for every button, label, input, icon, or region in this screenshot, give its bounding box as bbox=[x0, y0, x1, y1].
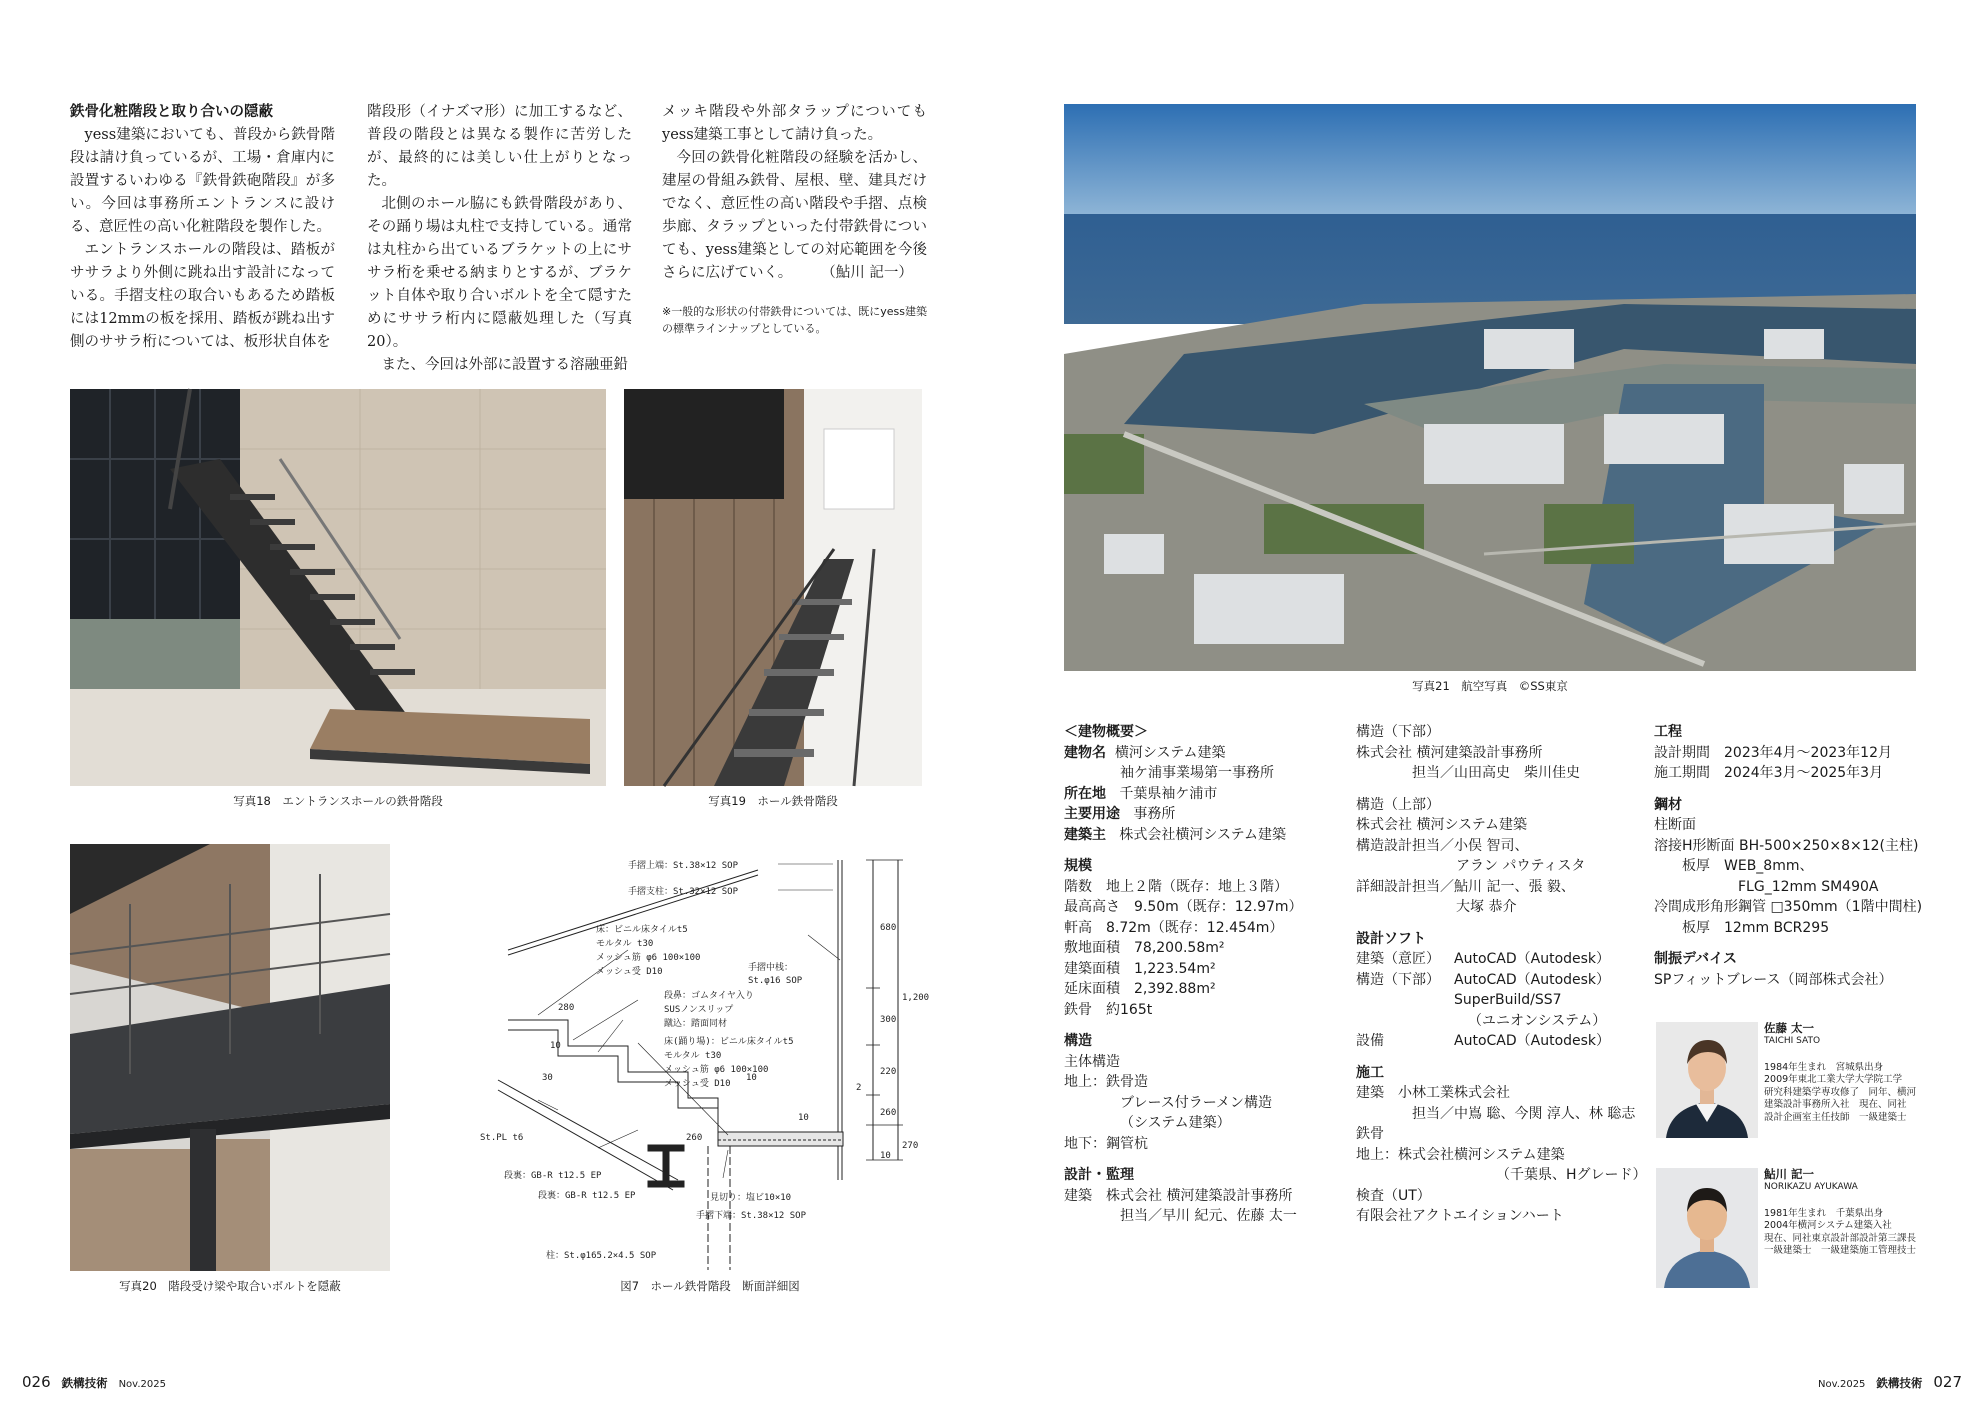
photo-20-hidden-beams bbox=[70, 844, 390, 1271]
spec-value: 建築 小林工業株式会社 bbox=[1356, 1085, 1510, 1101]
spec-value: 株式会社 横河システム建築 bbox=[1356, 817, 1528, 833]
profile-name: 鮎川 記一 bbox=[1764, 1167, 1815, 1181]
profile-line: 現在、同社東京設計部設計第三課長 bbox=[1764, 1232, 1917, 1244]
profile-name: 佐藤 太一 bbox=[1764, 1021, 1815, 1035]
drawing-label: 床：ビニル床タイルt5 bbox=[596, 925, 688, 935]
spec-value: SuperBuild/SS7 bbox=[1454, 992, 1562, 1008]
caption-photo-20: 写真20 階段受け梁や取合いボルトを隠蔽 bbox=[119, 1279, 341, 1293]
spec-value: 軒高 8.72m（既存：12.454m） bbox=[1064, 919, 1284, 936]
spec-value: SPフィットブレース（岡部株式会社） bbox=[1654, 971, 1893, 988]
spec-value: 千葉県袖ケ浦市 bbox=[1119, 785, 1218, 802]
article-column-3 bbox=[662, 101, 927, 337]
spec-label: 設備 bbox=[1356, 1033, 1384, 1049]
spec-value: 鉄骨 約165t bbox=[1064, 1001, 1153, 1018]
spec-heading: 設計・監理 bbox=[1064, 1167, 1134, 1183]
spec-value: 最高高さ 9.50m（既存：12.97m） bbox=[1064, 899, 1303, 915]
spec-label: 構造（下部） bbox=[1356, 971, 1440, 988]
caption-photo-18: 写真18 エントランスホールの鉄骨階段 bbox=[233, 794, 443, 808]
spec-value: 詳細設計担当／鮎川 記一、張 毅、 bbox=[1356, 878, 1575, 895]
dimension-label: 280 bbox=[558, 1003, 575, 1013]
spec-value: 冷間成形角形鋼管 □350mm（1階中間柱) bbox=[1654, 899, 1923, 915]
spec-heading: 施工 bbox=[1356, 1064, 1384, 1081]
drawing-label: 柱：St.φ165.2×4.5 SOP bbox=[546, 1251, 657, 1261]
caption-figure-7: 図7 ホール鉄骨階段 断面詳細図 bbox=[620, 1279, 800, 1293]
spec-value: 地上：鉄骨造 bbox=[1064, 1074, 1148, 1090]
spec-label: 建物名 bbox=[1064, 744, 1106, 761]
footer-left bbox=[22, 1373, 166, 1391]
drawing-label: 段裏：GB-R t12.5 EP bbox=[504, 1171, 602, 1181]
spec-value: 溶接H形断面 BH-500×250×8×12(主柱) bbox=[1654, 837, 1919, 854]
spec-value: AutoCAD（Autodesk） bbox=[1454, 1033, 1611, 1049]
drawing-label: メッシュ筋 φ6 100×100 bbox=[596, 953, 701, 963]
building-overview-column-3 bbox=[1654, 722, 1924, 990]
spec-value: （千葉県、Hグレード） bbox=[1496, 1167, 1647, 1183]
spec-value: 地上：株式会社横河システム建築 bbox=[1356, 1146, 1565, 1163]
drawing-label: St.PL t6 bbox=[480, 1133, 524, 1143]
drawing-label: 段裏：GB-R t12.5 EP bbox=[538, 1191, 636, 1201]
dimension-label: 10 bbox=[798, 1113, 809, 1123]
spec-value: FLG_12mm SM490A bbox=[1738, 878, 1879, 895]
article-note: ※一般的な形状の付帯鉄骨については、既にyess建築の標準ラインナップとしている。 bbox=[662, 305, 927, 335]
spec-value: 板厚 12mm BCR295 bbox=[1682, 919, 1830, 936]
spec-value: 大塚 恭介 bbox=[1456, 899, 1517, 915]
spec-value: 担当／山田高史 柴川佳史 bbox=[1412, 765, 1580, 781]
page-number: 026 bbox=[22, 1373, 51, 1391]
spec-value: AutoCAD（Autodesk） bbox=[1454, 951, 1611, 967]
article-paragraph: 階段形（イナズマ形）に加工するなど、普段の階段とは異なる製作に苦労したが、最終的には美しい仕上がりとなった。 bbox=[367, 104, 632, 189]
spec-value: 延床面積 2,392.88m² bbox=[1064, 981, 1216, 997]
dimension-label: 10 bbox=[550, 1041, 561, 1051]
dimension-label: 10 bbox=[746, 1073, 757, 1083]
profile-line: 建築設計事務所入社 現在、同社 bbox=[1764, 1099, 1907, 1110]
spec-value: 株式会社 横河建築設計事務所 bbox=[1356, 744, 1543, 761]
spec-value: アラン パウティスタ bbox=[1456, 858, 1586, 874]
spec-heading: 構造（上部） bbox=[1356, 796, 1440, 813]
spec-value: 検査（UT） bbox=[1356, 1187, 1431, 1204]
spec-value: AutoCAD（Autodesk） bbox=[1454, 971, 1611, 988]
spec-heading: 構造 bbox=[1064, 1033, 1092, 1049]
photo-21-aerial-view bbox=[1064, 104, 1916, 671]
profile-line: 一級建築士 一級建築施工管理技士 bbox=[1764, 1245, 1917, 1256]
spec-value: 主体構造 bbox=[1064, 1053, 1120, 1070]
drawing-label: モルタル t30 bbox=[596, 939, 654, 949]
drawing-label: SUSノンスリップ bbox=[664, 1005, 734, 1015]
avatar-taichi-sato bbox=[1656, 1022, 1758, 1138]
article-paragraph: エントランスホールの階段は、踏板がササラより外側に跳ね出す設計になっている。手摺支柱の取合いもあるため踏板には12mmの板を採用、踏板が跳ね出す側のササラ桁については、板形状自体を bbox=[70, 242, 335, 350]
spec-value: （システム建築） bbox=[1120, 1115, 1231, 1131]
profile-taichi-sato bbox=[1764, 1022, 1924, 1124]
drawing-label: メッシュ受 D10 bbox=[596, 967, 663, 977]
caption-photo-19: 写真19 ホール鉄骨階段 bbox=[708, 794, 838, 808]
spec-value: 敷地面積 78,200.58m² bbox=[1064, 940, 1225, 956]
photo-18-entrance-stairs bbox=[70, 389, 606, 786]
profile-line: 1981年生まれ 千葉県出身 bbox=[1764, 1207, 1884, 1219]
dimension-label: 220 bbox=[880, 1067, 897, 1077]
avatar-norikazu-ayukawa bbox=[1656, 1168, 1758, 1288]
spec-value: 横河システム建築 bbox=[1114, 744, 1226, 761]
spec-value: 鉄骨 bbox=[1356, 1126, 1384, 1142]
drawing-label: 床(踊り場)：ビニル床タイルt5 bbox=[664, 1037, 794, 1047]
spec-value: 柱断面 bbox=[1654, 817, 1696, 833]
magazine-title: 鉄構技術 bbox=[61, 1376, 108, 1390]
drawing-label: 手摺下端：St.38×12 SOP bbox=[696, 1211, 807, 1221]
article-paragraph: yess建築においても、普段から鉄骨階段は請け負っているが、工場・倉庫内に設置するいわゆる『鉄骨鉄砲階段』が多い。今回は事務所エントランスに設ける、意匠性の高い化粧階段を製作した。 bbox=[70, 127, 335, 235]
spec-value: 事務所 bbox=[1133, 806, 1176, 822]
spec-heading: 鋼材 bbox=[1654, 796, 1682, 813]
spec-value: （ユニオンシステム） bbox=[1468, 1012, 1607, 1029]
profile-line: 2009年東北工業大学大学院工学 bbox=[1764, 1074, 1903, 1085]
drawing-label: モルタル t30 bbox=[664, 1051, 722, 1061]
article-column-2 bbox=[367, 101, 632, 377]
building-overview-column-2 bbox=[1356, 722, 1646, 1227]
drawing-label: メッシュ受 D10 bbox=[664, 1079, 731, 1089]
spec-value: 担当／中嶌 聡、今関 淳人、林 聡志 bbox=[1412, 1105, 1636, 1122]
dimension-label: 1,200 bbox=[902, 993, 930, 1003]
drawing-label: St.φ16 SOP bbox=[748, 976, 803, 986]
dimension-label: 300 bbox=[880, 1015, 897, 1025]
spec-value: 株式会社横河システム建築 bbox=[1119, 826, 1286, 843]
spec-label: 主要用途 bbox=[1064, 806, 1120, 822]
overview-title: ＜建物概要＞ bbox=[1064, 724, 1148, 740]
dimension-label: 260 bbox=[880, 1108, 897, 1118]
profile-line: 2004年横河システム建築入社 bbox=[1764, 1220, 1892, 1231]
drawing-label: 手摺上端：St.38×12 SOP bbox=[628, 861, 739, 871]
profile-line: 1984年生まれ 宮城県出身 bbox=[1764, 1061, 1884, 1073]
profile-roman-name: NORIKAZU AYUKAWA bbox=[1764, 1182, 1858, 1192]
drawing-label: 見切り：塩ビ10×10 bbox=[710, 1193, 792, 1203]
article-paragraph: メッキ階段や外部タラップについてもyess建築工事として請け負った。 bbox=[662, 104, 927, 143]
footer-right bbox=[1818, 1373, 1962, 1391]
dimension-label: 680 bbox=[880, 923, 897, 933]
profile-line: 設計企画室主任技師 一級建築士 bbox=[1764, 1111, 1907, 1123]
article-paragraph: 今回の鉄骨化粧階段の経験を活かし、建屋の骨組み鉄骨、屋根、壁、建具だけでなく、意匠性の高い階段や手摺、点検歩廊、タラップといった付帯鉄骨についても、yess建築としての対応範囲を今後さらに広げていく。 （鮎川 記一） bbox=[662, 150, 927, 281]
drawing-label: 手摺支柱：St.32×12 SOP bbox=[628, 887, 739, 897]
magazine-title: 鉄構技術 bbox=[1876, 1376, 1923, 1390]
spec-value: 板厚 WEB_8mm、 bbox=[1682, 858, 1814, 874]
drawing-label: メッシュ筋 φ6 100×100 bbox=[664, 1065, 769, 1075]
photo-19-hall-stairs bbox=[624, 389, 922, 786]
spec-label: 建築主 bbox=[1064, 826, 1106, 843]
spec-value: 設計期間 2023年4月～2023年12月 bbox=[1654, 744, 1892, 761]
spec-heading: 設計ソフト bbox=[1356, 930, 1426, 947]
spec-value: 袖ケ浦事業場第一事務所 bbox=[1120, 765, 1274, 781]
article-heading: 鉄骨化粧階段と取り合いの隠蔽 bbox=[70, 104, 273, 120]
spec-value: 担当／早川 紀元、佐藤 太一 bbox=[1120, 1208, 1297, 1224]
spec-value: 階数 地上２階（既存：地上３階） bbox=[1064, 878, 1288, 895]
profile-roman-name: TAICHI SATO bbox=[1764, 1036, 1821, 1046]
spec-value: 施工期間 2024年3月～2025年3月 bbox=[1654, 765, 1884, 781]
issue-label: Nov.2025 bbox=[1818, 1379, 1866, 1390]
spec-value: 有限会社アクトエイションハート bbox=[1356, 1208, 1564, 1224]
spec-value: ブレース付ラーメン構造 bbox=[1120, 1094, 1273, 1111]
drawing-label: 手摺中桟： bbox=[748, 963, 794, 973]
dimension-label: 10 bbox=[880, 1151, 891, 1161]
dimension-label: 30 bbox=[542, 1073, 553, 1083]
spec-label: 所在地 bbox=[1064, 785, 1106, 802]
spec-heading: 工程 bbox=[1654, 724, 1682, 740]
spec-value: 構造設計担当／小俣 智司、 bbox=[1356, 837, 1529, 854]
spec-label: 建築（意匠） bbox=[1356, 951, 1440, 967]
drawing-label: 段鼻：ゴムタイヤ入り bbox=[664, 991, 754, 1001]
spec-value: 地下：鋼管杭 bbox=[1064, 1135, 1148, 1152]
dimension-label: 260 bbox=[686, 1133, 703, 1143]
spec-value: 建築 株式会社 横河建築設計事務所 bbox=[1064, 1187, 1293, 1204]
spec-heading: 制振デバイス bbox=[1654, 951, 1738, 967]
spec-heading: 規模 bbox=[1064, 858, 1092, 874]
spec-heading: 構造（下部） bbox=[1356, 724, 1440, 740]
page-number: 027 bbox=[1933, 1373, 1962, 1391]
article-column-1 bbox=[70, 101, 335, 354]
article-paragraph: 北側のホール脇にも鉄骨階段があり、その踊り場は丸柱で支持している。通常は丸柱から出ているブラケットの上にササラ桁を乗せる納まりとするが、ブラケット自体や取り合いボルトを全て隠すためにササラ桁内に隠蔽処理した（写真20）。 bbox=[367, 196, 632, 350]
article-paragraph: また、今回は外部に設置する溶融亜鉛 bbox=[381, 357, 628, 373]
drawing-label: 蹴込：踏面同材 bbox=[664, 1019, 728, 1029]
building-overview-column-1 bbox=[1064, 722, 1354, 1227]
figure-7-section-drawing bbox=[478, 840, 930, 1282]
profile-norikazu-ayukawa bbox=[1764, 1168, 1924, 1258]
caption-photo-21: 写真21 航空写真 ©SS東京 bbox=[1412, 679, 1568, 693]
dimension-label: 2 bbox=[856, 1083, 862, 1093]
issue-label: Nov.2025 bbox=[118, 1379, 166, 1390]
profile-line: 研究科建築学専攻修了 同年、横河 bbox=[1764, 1086, 1917, 1098]
spec-value: 建築面積 1,223.54m² bbox=[1064, 960, 1216, 977]
dimension-label: 270 bbox=[902, 1141, 919, 1151]
